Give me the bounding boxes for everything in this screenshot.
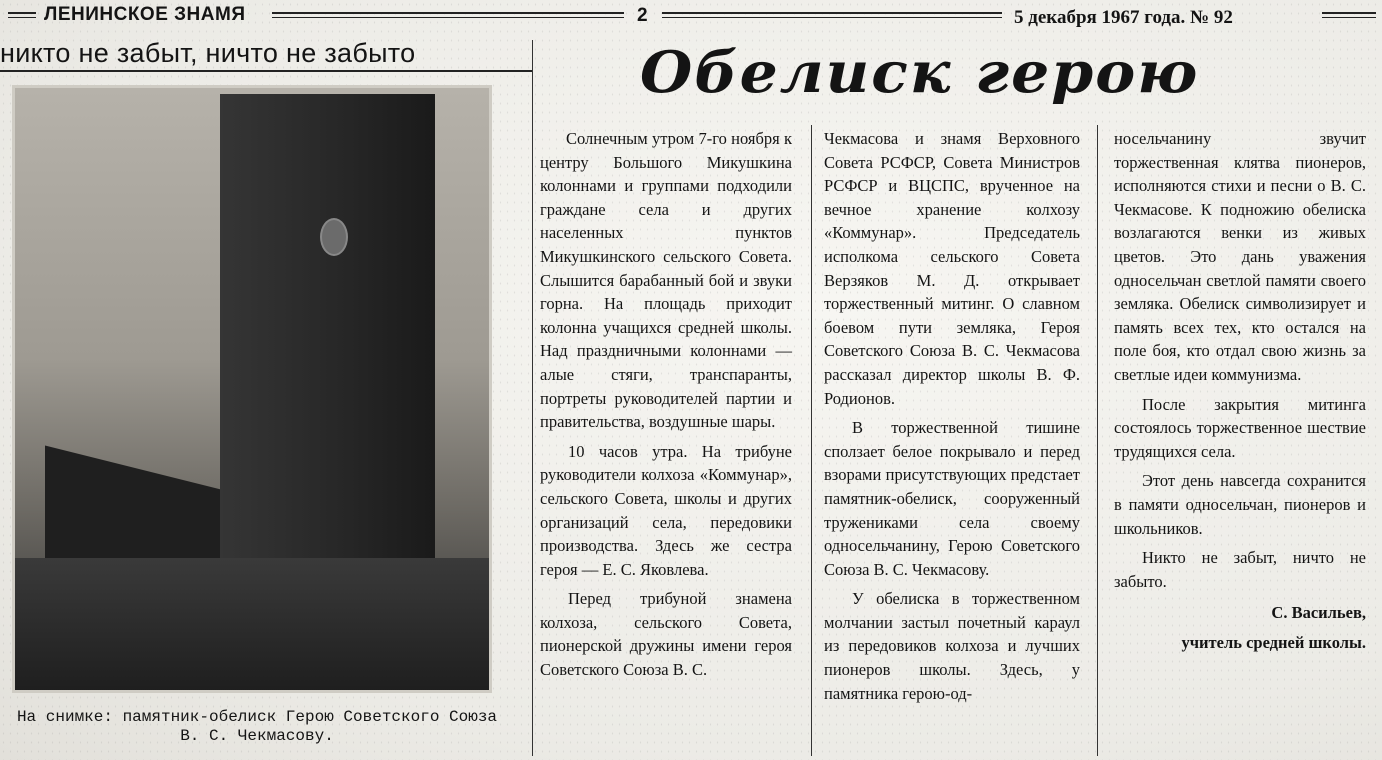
newspaper-name: ЛЕНИНСКОЕ ЗНАМЯ [44,4,246,25]
col2-paragraph-1: Чекмасова и знамя Верховного Совета РСФСР, Совета Министров РСФСР и ВЦСПС, врученное на вечное хранение колхозу «Коммунар». Председатель исполкома сельского Совета Верзяков М. Д. открывает торжественный митинг. О славном боевом пути земляка, Героя Советского Союза В. С. Чекмасова рассказал директор школы В. Ф. Родионов. [824,129,1080,408]
page-number: 2 [637,5,648,26]
issue-date: 5 декабря 1967 года. № 92 [1014,7,1233,28]
masthead-rule-left [8,12,36,18]
section-heading: никто не забыт, ничто не забыто [0,38,416,68]
photo-crowd [15,558,489,693]
photo-caption [14,708,500,746]
author-role: учитель средней школы. [1181,632,1366,652]
column-rule-2 [811,125,812,756]
col1-paragraph-1: Солнечным утром 7-го ноября к центру Большого Микушкина колоннами и группами подходили граждане села и других населенных пунктов Микушкинского сельского Совета. Слышится барабанный бой и звуки горна. На площадь приходит колонна учащихся средней школы. Над праздничными колоннами — алые стяги, транспаранты, портреты руководителей партии и правительства, воздушные шары. [540,129,792,432]
masthead-rule-middle-left [272,12,624,18]
section-rule [0,70,532,72]
col2-paragraph-2: В торжественной тишине сползает белое покрывало и перед взорами присутствующих предстает памятник-обелиск, сооруженный тружениками села своему односельчанину, Герою Советского Союза В. С. Чекмасову. [824,418,1080,579]
col3-paragraph-2: После закрытия митинга состоялось торжественное шествие трудящихся села. [1114,394,1366,461]
masthead-rule-middle-right [662,12,1002,18]
photo-caption-line1: На снимке: памятник-обелиск Герою Советского Союза [16,708,498,726]
column-rule-3 [1097,125,1098,756]
col2-paragraph-3: У обелиска в торжественном молчании застыл почетный караул из передовиков колхоза и лучших пионеров школы. Здесь, у памятника герою-од- [824,589,1080,703]
obelisk-photo [12,85,492,693]
photo-portrait-plaque [320,218,348,256]
masthead-rule-right [1322,12,1376,18]
col1-paragraph-2: 10 часов утра. На трибуне руководители колхоза «Коммунар», сельского Совета, школы и других организаций села, передовики производства. Здесь же сестра героя — Е. С. Яковлева. [540,441,792,579]
column-rule-1 [532,40,533,756]
photo-caption-line2: В. С. Чекмасову. [180,727,334,745]
author-name: С. Васильев, [1271,603,1366,623]
article-column-3 [1114,127,1366,660]
col3-paragraph-1: носельчанину звучит торжественная клятва пионеров, исполняются стихи и песни о В. С. Чекмасове. К подножию обелиска возлагаются венки из живых цветов. Это дань уважения односельчан светлой памяти своего земляка. Обелиск символизирует и память всех тех, кто остался на поле боя, кто отдал свою жизнь за светлые идеи коммунизма. [1114,129,1366,384]
article-column-1 [540,127,792,688]
col3-paragraph-3: Этот день навсегда сохранится в памяти односельчан, пионеров и школьников. [1114,471,1366,538]
article-title: Обелиск герою [640,39,1200,107]
col3-paragraph-4: Никто не забыт, ничто не забыто. [1114,548,1366,591]
article-column-2 [824,127,1080,711]
col1-paragraph-3: Перед трибуной знамена колхоза, сельского Совета, пионерской дружины имени героя Советского Союза В. С. [540,589,792,680]
